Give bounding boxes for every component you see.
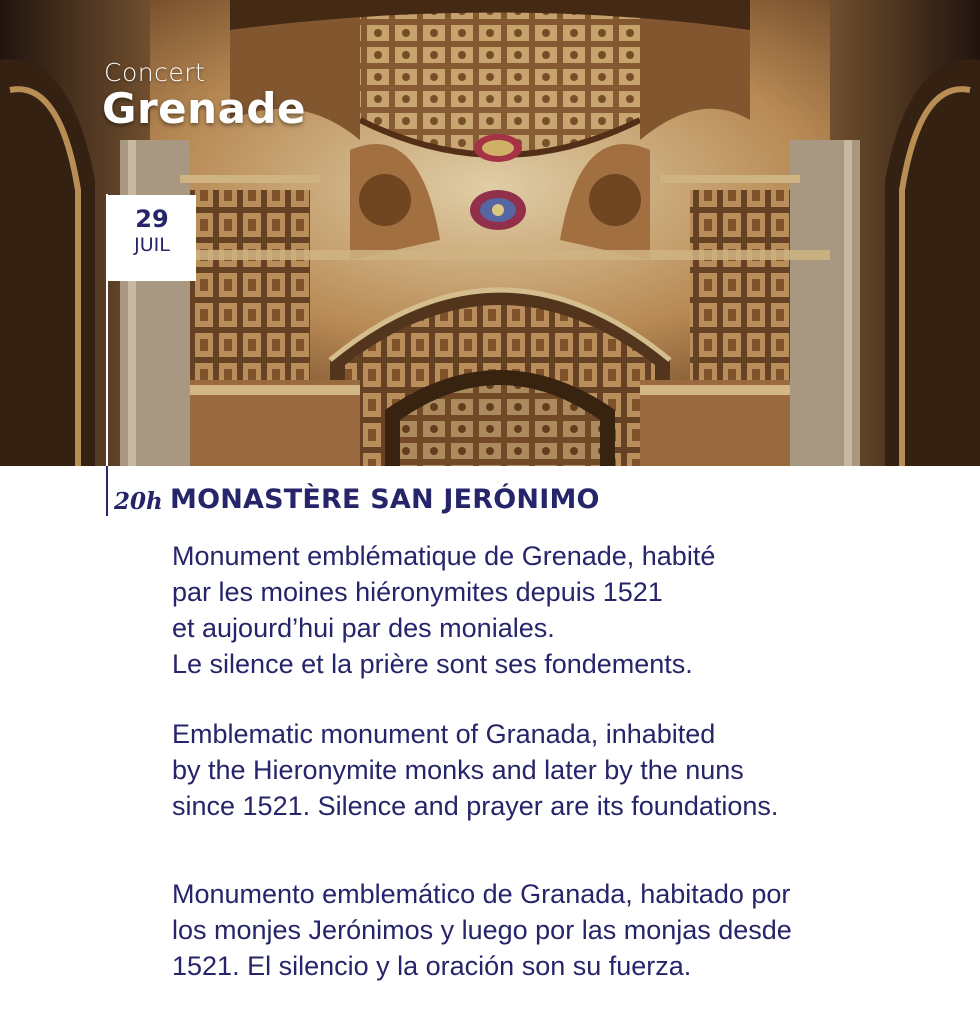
description-line: since 1521. Silence and prayer are its foundations.	[172, 791, 779, 821]
description-line: par les moines hiéronymites depuis 1521	[172, 577, 663, 607]
description-spanish	[172, 876, 962, 984]
description-line: Le silence et la prière sont ses fondements.	[172, 649, 693, 679]
description-french	[172, 538, 962, 682]
date-day: 29	[135, 205, 169, 233]
event-city-title: Grenade	[102, 84, 306, 133]
venue-title: MONASTÈRE SAN JERÓNIMO	[170, 484, 600, 515]
description-line: Emblematic monument of Granada, inhabited	[172, 719, 716, 749]
date-divider-line-lower	[106, 466, 108, 516]
description-line: Monumento emblemático de Granada, habitado por	[172, 879, 791, 909]
description-english	[172, 716, 962, 824]
description-line: los monjes Jerónimos y luego por las monjas desde	[172, 915, 792, 945]
description-line: Monument emblématique de Grenade, habité	[172, 541, 716, 571]
description-line: by the Hieronymite monks and later by the nuns	[172, 755, 744, 785]
description-line: et aujourd’hui par des moniales.	[172, 613, 555, 643]
event-type-label: Concert	[104, 58, 206, 87]
description-line: 1521. El silencio y la oración son su fuerza.	[172, 951, 692, 981]
date-month: JUIL	[134, 234, 170, 256]
event-time: 20h	[114, 488, 163, 515]
date-badge	[108, 195, 196, 281]
